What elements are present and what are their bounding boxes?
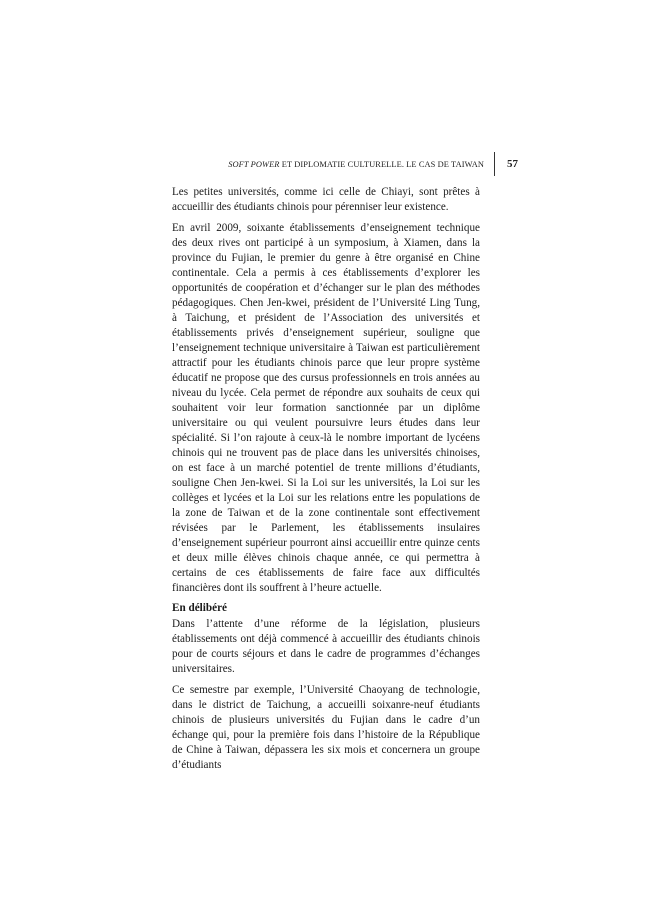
paragraph-1: Les petites universités, comme ici celle de Chiayi, sont prêtes à accueillir des étudiants chinois pour pérenniser leur existence. bbox=[172, 186, 480, 213]
paragraph-4: Ce semestre par exemple, l’Université Chaoyang de technologie, dans le district de Taichung, a accueilli soixanre-neuf étudiants chinois de plusieurs universités du Fujian dans le cadre d’un échange qui, pour la première fois dans l’histoire de la République de Chine à Taiwan, dépassera les six mois et concernera un groupe d’étudiants bbox=[172, 683, 480, 771]
running-head-rest: ET DIPLOMATIE CULTURELLE. LE CAS DE TAIWAN bbox=[279, 159, 484, 169]
section-heading: En délibéré bbox=[172, 602, 228, 614]
page-number: 57 bbox=[507, 158, 518, 170]
running-head-title bbox=[228, 160, 494, 169]
running-head-lead: SOFT POWER bbox=[228, 159, 280, 169]
paragraph-3: Dans l’attente d’une réforme de la législation, plusieurs établissements ont déjà commencé à accueillir des étudiants chinois pour de courts séjours et dans le cadre de programmes d’échanges universitaires. bbox=[172, 618, 480, 675]
running-header bbox=[228, 153, 518, 175]
body-text bbox=[172, 185, 480, 778]
paragraph-2: En avril 2009, soixante établissements d’enseignement technique des deux rives ont participé à un symposium, à Xiamen, dans la province du Fujian, le premier du genre à être organisé en Chine continentale. Cela a permis à ces établissements d’explorer les opportunités de coopération et d’échanger sur le plan des méthodes pédagogiques. Chen Jen-kwei, président de l’Université Ling Tung, à Taichung, et président de l’Association des universités et établissements privés d’enseignement supérieur, souligne que l’enseignement technique universitaire à Taiwan est particulièrement attractif pour les étudiants chinois parce que leur propre système éducatif ne propose que des cursus professionnels en trois années au niveau du lycée. Cela permet de répondre aux souhaits de ceux qui souhaitent voir leur formation sanctionnée par un diplôme universitaire ou qui veulent poursuivre leurs études dans leur spécialité. Si l’on rajoute à ceux-là le nombre important de lycéens chinois qui ne trouvent pas de place dans les universités chinoises, on est face à un marché potentiel de trente millions d’étudiants, souligne Chen Jen-kwei. Si la Loi sur les universités, la Loi sur les collèges et lycées et la Loi sur les relations entre les populations de la zone de Taiwan et de la zone continentale sont effectivement révisées par le Parlement, les établissements insulaires d’enseignement supérieur pourront ainsi accueillir entre quinze cents et deux mille élèves chinois chaque année, ce qui permettra à certains de ces établissements de faire face aux difficultés financières dont ils souffrent à l’heure actuelle. bbox=[172, 221, 480, 594]
